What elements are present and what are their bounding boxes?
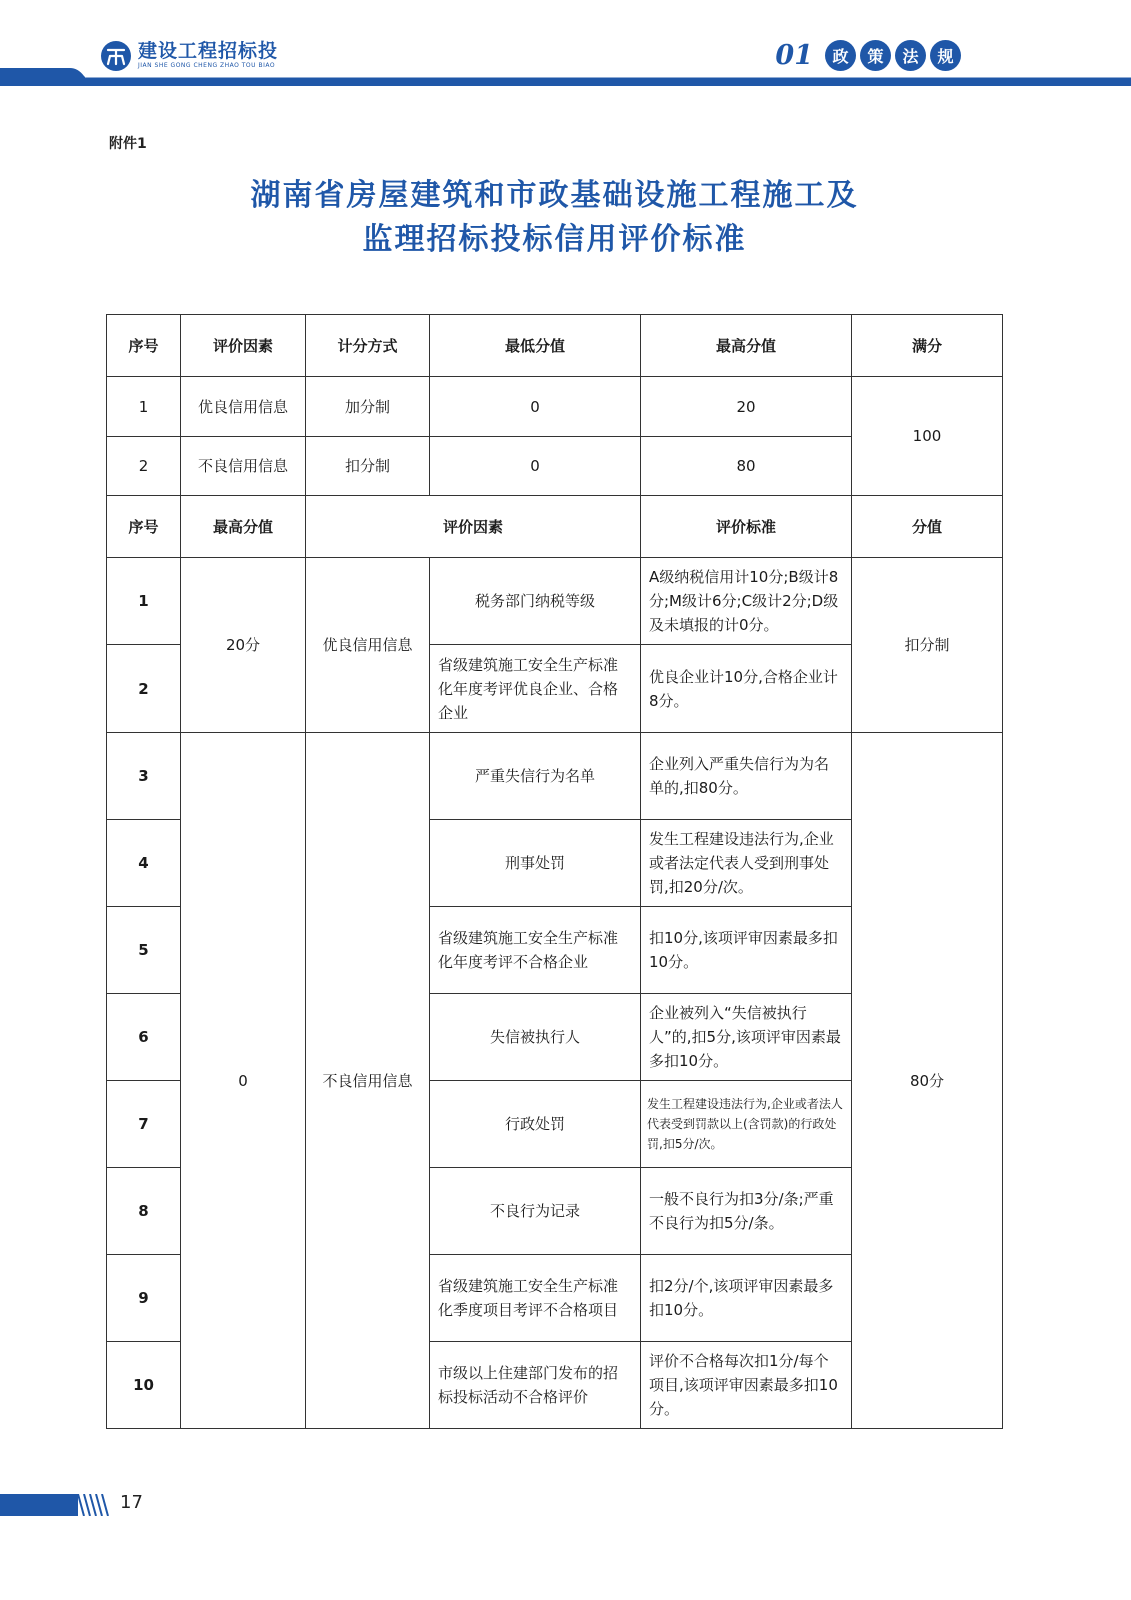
- detail-factor: 不良行为记录: [430, 1168, 641, 1255]
- detail-factor: 失信被执行人: [430, 994, 641, 1081]
- detail-header-max: 最高分值: [181, 496, 306, 558]
- detail-row: [107, 733, 1003, 820]
- summary-header-factor: 评价因素: [181, 315, 306, 377]
- detail-factor: 严重失信行为名单: [430, 733, 641, 820]
- detail-factor: 行政处罚: [430, 1081, 641, 1168]
- detail-header-standard: 评价标准: [641, 496, 852, 558]
- detail-no: 8: [107, 1168, 181, 1255]
- summary-max: 80: [641, 437, 852, 496]
- section-char-3: 法: [895, 40, 926, 71]
- detail-factor: 省级建筑施工安全生产标准化季度项目考评不合格项目: [430, 1255, 641, 1342]
- brand-logo-icon: [100, 40, 132, 72]
- bad-category: 不良信用信息: [306, 733, 430, 1429]
- document-title-line-1: 湖南省房屋建筑和市政基础设施工程施工及: [250, 178, 859, 213]
- good-score: 扣分制: [852, 558, 1003, 733]
- detail-factor: 省级建筑施工安全生产标准化年度考评不合格企业: [430, 907, 641, 994]
- summary-factor: 不良信用信息: [181, 437, 306, 496]
- detail-row: [107, 558, 1003, 645]
- detail-no: 2: [107, 645, 181, 733]
- detail-standard: 评价不合格每次扣1分/每个项目,该项评审因素最多扣10分。: [641, 1342, 852, 1429]
- detail-no: 7: [107, 1081, 181, 1168]
- credit-evaluation-table: [106, 314, 1003, 1429]
- detail-factor: 市级以上住建部门发布的招标投标活动不合格评价: [430, 1342, 641, 1429]
- section-indicator: [775, 40, 961, 71]
- summary-method: 加分制: [306, 377, 430, 437]
- section-char-4: 规: [930, 40, 961, 71]
- summary-header-method: 计分方式: [306, 315, 430, 377]
- page-number: 17: [120, 1492, 143, 1513]
- detail-standard: 发生工程建设违法行为,企业或者法人代表受到罚款以上(含罚款)的行政处罚,扣5分/次。: [641, 1081, 852, 1168]
- brand-name-pinyin: JIAN SHE GONG CHENG ZHAO TOU BIAO: [138, 62, 276, 69]
- summary-header-min: 最低分值: [430, 315, 641, 377]
- detail-standard: 发生工程建设违法行为,企业或者法定代表人受到刑事处罚,扣20分/次。: [641, 820, 852, 907]
- detail-no: 1: [107, 558, 181, 645]
- good-max-score: 20分: [181, 558, 306, 733]
- summary-factor: 优良信用信息: [181, 377, 306, 437]
- summary-header-full: 满分: [852, 315, 1003, 377]
- detail-header-no: 序号: [107, 496, 181, 558]
- detail-standard: 优良企业计10分,合格企业计8分。: [641, 645, 852, 733]
- detail-standard: 企业列入严重失信行为为名单的,扣80分。: [641, 733, 852, 820]
- document-title-line-2: 监理招标投标信用评价标准: [362, 222, 747, 257]
- detail-header-row: [107, 496, 1003, 558]
- good-category: 优良信用信息: [306, 558, 430, 733]
- summary-min: 0: [430, 377, 641, 437]
- section-number: 01: [775, 40, 813, 71]
- section-char-1: 政: [825, 40, 856, 71]
- bad-max-score: 0: [181, 733, 306, 1429]
- detail-standard: 扣2分/个,该项评审因素最多扣10分。: [641, 1255, 852, 1342]
- detail-no: 3: [107, 733, 181, 820]
- detail-no: 5: [107, 907, 181, 994]
- detail-standard: A级纳税信用计10分;B级计8分;M级计6分;C级计2分;D级及未填报的计0分。: [641, 558, 852, 645]
- summary-header-no: 序号: [107, 315, 181, 377]
- brand-name: [138, 40, 278, 70]
- detail-standard: 扣10分,该项评审因素最多扣10分。: [641, 907, 852, 994]
- detail-no: 10: [107, 1342, 181, 1429]
- footer-band: [0, 1494, 78, 1516]
- summary-full-score: 100: [852, 377, 1003, 496]
- detail-factor: 税务部门纳税等级: [430, 558, 641, 645]
- detail-factor: 刑事处罚: [430, 820, 641, 907]
- summary-min: 0: [430, 437, 641, 496]
- brand-name-cn: 建设工程招标投: [138, 40, 279, 62]
- summary-header-max: 最高分值: [641, 315, 852, 377]
- detail-no: 4: [107, 820, 181, 907]
- detail-standard: 一般不良行为扣3分/条;严重不良行为扣5分/条。: [641, 1168, 852, 1255]
- detail-no: 6: [107, 994, 181, 1081]
- summary-method: 扣分制: [306, 437, 430, 496]
- summary-row: [107, 377, 1003, 437]
- footer-stripes-icon: [78, 1494, 114, 1516]
- detail-header-score: 分值: [852, 496, 1003, 558]
- detail-no: 9: [107, 1255, 181, 1342]
- summary-max: 20: [641, 377, 852, 437]
- summary-header-row: [107, 315, 1003, 377]
- detail-factor: 省级建筑施工安全生产标准化年度考评优良企业、合格企业: [430, 645, 641, 733]
- attachment-label: 附件1: [109, 136, 147, 152]
- detail-header-factor: 评价因素: [306, 496, 641, 558]
- detail-standard: 企业被列入“失信被执行人”的,扣5分,该项评审因素最多扣10分。: [641, 994, 852, 1081]
- bad-score: 80分: [852, 733, 1003, 1429]
- summary-no: 2: [107, 437, 181, 496]
- section-char-2: 策: [860, 40, 891, 71]
- summary-no: 1: [107, 377, 181, 437]
